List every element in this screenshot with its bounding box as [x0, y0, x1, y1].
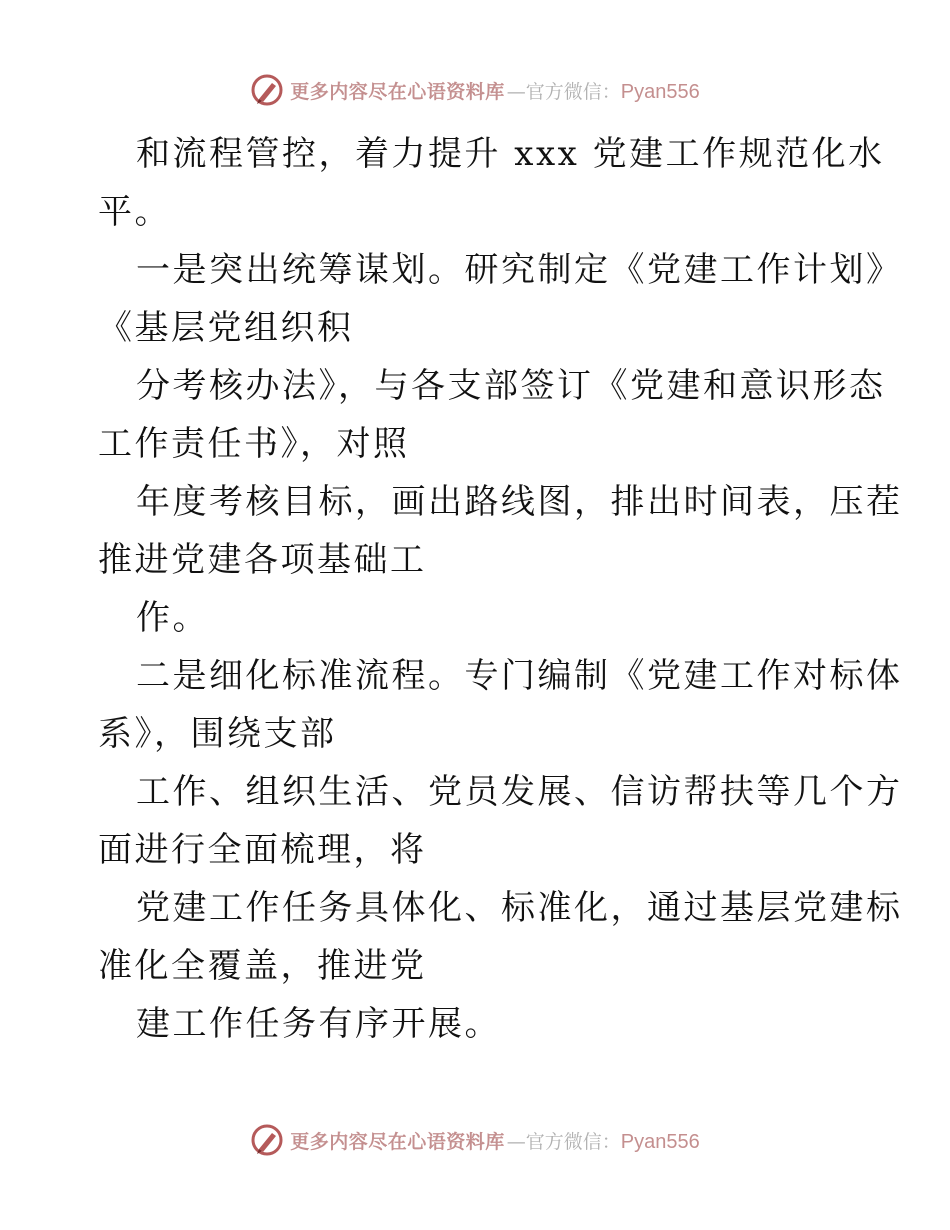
text-line: 分考核办法》，与各支部签订《党建和意识形态: [136, 366, 886, 406]
paragraph: [98, 995, 858, 1053]
pen-logo-icon: [250, 1123, 284, 1157]
paragraph: [98, 647, 903, 763]
footer-account-id: Pyan556: [620, 1130, 700, 1153]
text-line: 工作责任书》，对照: [98, 424, 410, 464]
document-body: [98, 125, 903, 1053]
text-line: 作。: [136, 598, 209, 638]
header-account: [507, 77, 700, 104]
text-line: 系》，围绕支部: [98, 714, 337, 754]
footer-account: [507, 1127, 700, 1154]
text-line: 准化全覆盖，推进党: [98, 946, 427, 986]
footer-banner: [0, 1120, 950, 1160]
text-line: 建工作任务有序开展。: [136, 1004, 501, 1044]
text-line: 年度考核目标，画出路线图，排出时间表，压茬: [136, 482, 903, 522]
text-line: 工作、组织生活、党员发展、信访帮扶等几个方: [136, 772, 903, 812]
footer-brand-text: 更多内容尽在心语资料库: [290, 1130, 505, 1153]
text-line: 《基层党组织积: [98, 308, 354, 348]
paragraph: [98, 473, 903, 589]
paragraph: [98, 357, 886, 473]
text-line: 党建工作任务具体化、标准化，通过基层党建标: [136, 888, 903, 928]
text-line: 和流程管控，着力提升 xxx 党建工作规范化水: [136, 134, 885, 174]
paragraph: [98, 879, 903, 995]
paragraph: [98, 125, 885, 241]
pen-logo-icon: [250, 73, 284, 107]
paragraph: [98, 589, 858, 647]
text-line: 二是细化标准流程。专门编制《党建工作对标体: [136, 656, 903, 696]
header-brand-text: 更多内容尽在心语资料库: [290, 80, 505, 103]
header-account-id: Pyan556: [620, 80, 700, 103]
text-line: 平。: [98, 192, 171, 232]
text-line: 推进党建各项基础工: [98, 540, 427, 580]
footer-account-prefix: —官方微信：: [506, 1130, 621, 1153]
header-account-prefix: —官方微信：: [506, 80, 621, 103]
paragraph: [98, 241, 903, 357]
text-line: 一是突出统筹谋划。研究制定《党建工作计划》: [136, 250, 903, 290]
header-banner: [0, 70, 950, 110]
paragraph: [98, 763, 903, 879]
text-line: 面进行全面梳理，将: [98, 830, 427, 870]
